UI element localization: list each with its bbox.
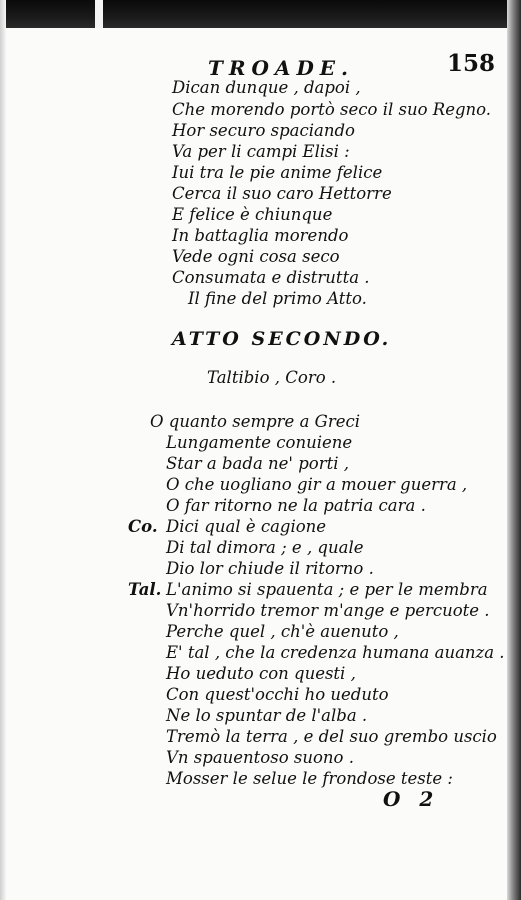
dialogue-line: Ne lo spuntar de l'alba . (166, 706, 368, 725)
verse-line: In battaglia morendo (172, 226, 349, 245)
verse-line: Cerca il suo caro Hettorre (172, 184, 392, 203)
dialogue-line: Mosser le selue le frondose teste : (166, 769, 453, 788)
dialogue-line: Tremò la terra , e del suo grembo uscio (166, 727, 497, 746)
speaker-label: Co. (128, 517, 158, 536)
running-title: TROADE. (208, 56, 354, 80)
verse-line: Va per li campi Elisi : (172, 142, 350, 161)
dialogue-line: L'animo si spauenta ; e per le membra (166, 580, 488, 599)
verse-line: Consumata e distrutta . (172, 268, 370, 287)
dialogue-line: Lungamente conuiene (166, 433, 353, 452)
verse-line: Hor securo spaciando (172, 121, 355, 140)
dialogue-line: Con quest'occhi ho ueduto (166, 685, 389, 704)
verse-line: Iui tra le pie anime felice (172, 163, 383, 182)
scan-left-edge (0, 0, 6, 900)
signature-mark: O 2 (383, 787, 440, 811)
page-number: 158 (447, 50, 496, 77)
dialogue-line: Dici qual è cagione (166, 517, 327, 536)
speaker-label: Tal. (128, 580, 162, 599)
verse-line: E felice è chiunque (172, 205, 333, 224)
dialogue-line: Vn spauentoso suono . (166, 748, 354, 767)
verse-line: Che morendo portò seco il suo Regno. (172, 100, 492, 119)
dialogue-line: Ho ueduto con questi , (166, 664, 356, 683)
speakers-line: Taltibio , Coro . (207, 368, 337, 387)
act-end-note: Il fine del primo Atto. (188, 289, 367, 308)
verse-line: Vede ogni cosa seco (172, 247, 340, 266)
dialogue-line: Perche quel , ch'è auenuto , (166, 622, 399, 641)
dialogue-line: O che uogliano gir a mouer guerra , (166, 475, 468, 494)
scan-right-edge (507, 0, 521, 900)
act-heading: ATTO SECONDO. (172, 328, 392, 350)
dialogue-line: Di tal dimora ; e , quale (166, 538, 364, 557)
scan-top-edge (0, 0, 521, 28)
verse-line: Dican dunque , dapoi , (172, 78, 361, 97)
dialogue-line: Dio lor chiude il ritorno . (166, 559, 374, 578)
dialogue-line: E' tal , che la credenza humana auanza . (166, 643, 505, 662)
dialogue-line: Star a bada ne' porti , (166, 454, 349, 473)
dialogue-line: O far ritorno ne la patria cara . (166, 496, 426, 515)
dialogue-line: O quanto sempre a Greci (150, 412, 361, 431)
dialogue-line: Vn'horrido tremor m'ange e percuote . (166, 601, 490, 620)
